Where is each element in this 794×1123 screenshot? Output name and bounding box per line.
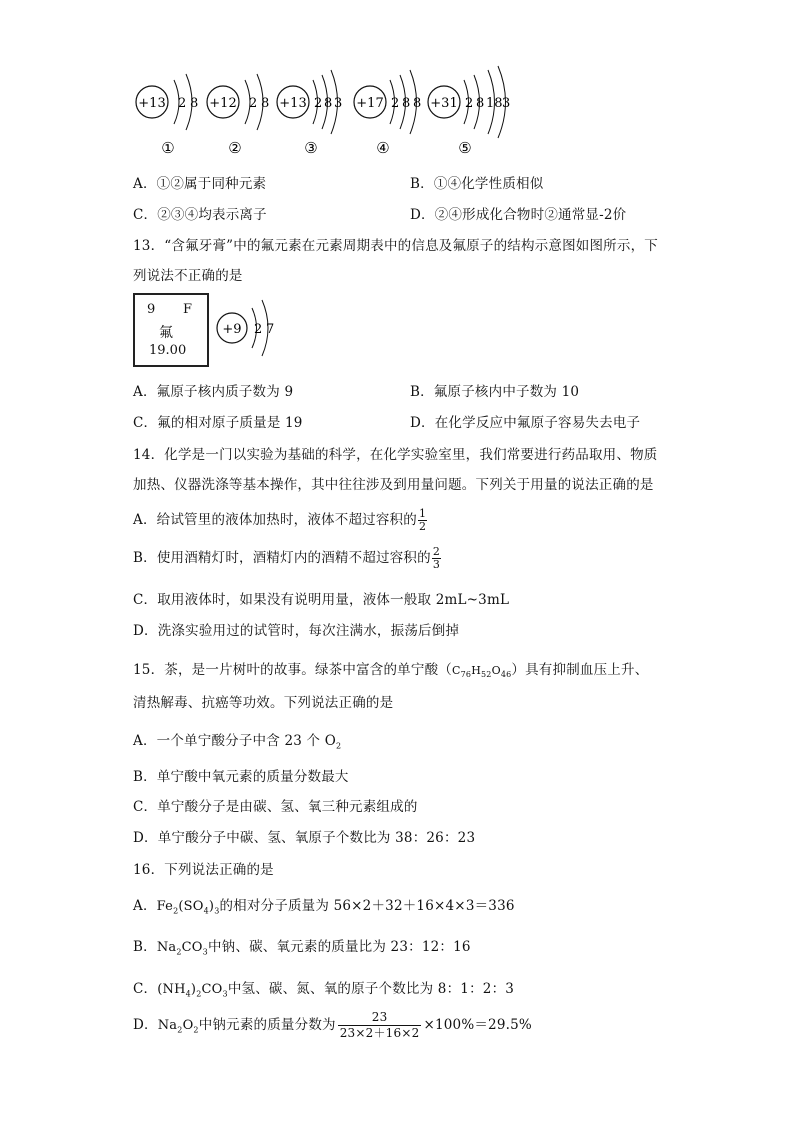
q16-option-d-text: 中钠元素的质量分数为 [198, 1017, 336, 1033]
atom-4-nucleus: +17 [356, 96, 384, 111]
tannic-acid-formula: $C_{76}H_{52}O_{46}$ [451, 664, 512, 680]
atom-structure-diagrams [130, 62, 530, 162]
q15-option-a-text: A．一个单宁酸分子中含 23 个 O [133, 733, 336, 749]
q15-stem-part-a: 15．茶，是一片树叶的故事。绿茶中富含的单宁酸（ [133, 662, 452, 678]
atom-4-label: ④ [376, 139, 390, 157]
atom-3-shell-2: 8 [324, 96, 333, 111]
atom-2-nucleus: +12 [209, 96, 237, 111]
atom-4-shell-1: 2 [391, 96, 400, 111]
atom-5-shell-2: 8 [476, 96, 485, 111]
atom-1 [136, 74, 198, 157]
atom-2-label: ② [228, 139, 242, 157]
q14-option-a-text: A．给试管里的液体加热时，液体不超过容积的 [133, 512, 417, 528]
sodium-mass-fraction: $\frac{23}{23\times 2+16\times 2}$ [339, 1010, 420, 1040]
q15-option-a-subscript: 2 [335, 741, 342, 751]
q13-stem-line-1: 13．“含氟牙膏”中的氟元素在元素周期表中的信息及氟原子的结构示意图如图所示，下 [133, 238, 658, 254]
atom-1-nucleus: +13 [138, 96, 166, 111]
atom-3-nucleus: +13 [279, 96, 307, 111]
q16-option-a-text: 的相对分子质量为 56×2＋32＋16×4×3＝336 [219, 898, 515, 914]
q15-stem-line-2: 清热解毒、抗癌等功效。下列说法正确的是 [133, 695, 394, 711]
element-symbol: F [183, 302, 193, 317]
fluorine-shell-2: 7 [266, 322, 275, 337]
atom-2-shell-1: 2 [249, 96, 258, 111]
q14-option-b-text: B．使用酒精灯时，酒精灯内的酒精不超过容积的 [133, 550, 431, 566]
q16-option-d[interactable] [133, 1010, 532, 1041]
q16-option-b-prefix: B． [133, 939, 157, 955]
atom-2-shell-2: 8 [261, 96, 270, 111]
q16-stem: 16．下列说法正确的是 [133, 862, 274, 878]
formula-fe2so43: $Fe_2(SO_4)_3$ [156, 899, 220, 916]
atom-3-shell-3: 3 [334, 96, 343, 111]
q16-option-c-prefix: C． [133, 981, 158, 997]
q13-option-d[interactable]: D．在化学反应中氟原子容易失去电子 [410, 415, 641, 431]
q15-option-d[interactable]: D．单宁酸分子中碳、氢、氧原子个数比为 38：26：23 [133, 830, 476, 846]
q12-option-b[interactable]: B．①④化学性质相似 [410, 176, 544, 192]
atom-2 [207, 74, 269, 157]
q16-option-c-text: 中氢、碳、氮、氧的原子个数比为 8：1：2：3 [227, 981, 515, 997]
periodic-table-cell-fluorine [133, 293, 209, 367]
atom-5-nucleus: +31 [430, 96, 458, 111]
atom-3-shell-1: 2 [314, 96, 323, 111]
q14-option-c[interactable]: C．取用液体时，如果没有说明用量，液体一般取 2mL~3mL [133, 592, 510, 608]
atom-5-label: ⑤ [458, 139, 472, 157]
atom-4-shell-3: 8 [413, 96, 422, 111]
atom-4-shell-2: 8 [402, 96, 411, 111]
element-number: 9 [147, 302, 156, 317]
atom-5-shell-4: 3 [502, 96, 511, 111]
q15-option-b[interactable]: B．单宁酸中氧元素的质量分数最大 [133, 769, 349, 785]
q12-option-a[interactable]: A．①②属于同种元素 [133, 176, 267, 192]
q15-option-c[interactable]: C．单宁酸分子是由碳、氢、氧三种元素组成的 [133, 799, 418, 815]
q16-option-a[interactable] [133, 894, 515, 916]
fluorine-nucleus: +9 [222, 322, 242, 337]
formula-na2co3: $Na_2CO_3$ [156, 940, 208, 957]
element-name: 氟 [159, 325, 173, 341]
fraction-two-thirds: $\frac{2}{3}$ [432, 545, 441, 571]
fraction-one-half: $\frac{1}{2}$ [418, 507, 427, 533]
q13-option-a[interactable]: A．氟原子核内质子数为 9 [133, 384, 294, 400]
q13-stem-line-2: 列说法不正确的是 [133, 268, 243, 284]
q16-option-c[interactable] [133, 977, 514, 999]
formula-na2o2: $Na_2O_2$ [157, 1018, 199, 1035]
formula-nh42co3: $(NH_4)_2CO_3$ [157, 982, 228, 999]
q15-stem-line-1 [133, 658, 648, 679]
q16-option-b[interactable] [133, 935, 471, 957]
q14-stem-line-1: 14．化学是一门以实验为基础的科学，在化学实验室里，我们常要进行药品取用、物质 [133, 447, 658, 463]
q15-stem-part-b: ）具有抑制血压上升、 [511, 662, 649, 678]
q14-stem-line-2: 加热、仪器洗涤等基本操作，其中往往涉及到用量问题。下列关于用量的说法正确的是 [133, 477, 654, 493]
atom-1-shell-2: 8 [190, 96, 199, 111]
element-mass: 19.00 [149, 343, 187, 358]
atom-3 [277, 70, 342, 157]
atom-1-shell-1: 2 [178, 96, 187, 111]
q16-option-b-text: 中钠、碳、氧元素的质量比为 23：12：16 [207, 939, 471, 955]
q14-option-a[interactable] [133, 508, 427, 533]
atom-diagrams-svg [130, 62, 530, 162]
q16-option-a-prefix: A． [133, 898, 157, 914]
q14-option-b[interactable] [133, 546, 441, 571]
q13-option-b[interactable]: B．氟原子核内中子数为 10 [410, 384, 580, 400]
q16-option-d-prefix: D． [133, 1017, 158, 1033]
atom-3-label: ③ [304, 139, 318, 157]
fluorine-shell-1: 2 [254, 322, 263, 337]
q14-option-d[interactable]: D．洗涤实验用过的试管时，每次注满水，振荡后倒掉 [133, 623, 460, 639]
atom-5-shell-1: 2 [465, 96, 474, 111]
atom-5-shell-3: 18 [486, 96, 503, 111]
q16-option-d-tail: ×100%＝29.5% [423, 1017, 532, 1033]
atom-1-label: ① [161, 139, 175, 157]
q13-option-c[interactable]: C．氟的相对原子质量是 19 [133, 415, 303, 431]
q12-option-d[interactable]: D．②④形成化合物时②通常显-2价 [410, 207, 627, 223]
q12-option-c[interactable]: C．②③④均表示离子 [133, 207, 267, 223]
atom-5 [428, 66, 510, 157]
fluorine-atom-diagram [212, 290, 282, 365]
atom-4 [354, 70, 421, 157]
q15-option-a[interactable] [133, 729, 341, 751]
